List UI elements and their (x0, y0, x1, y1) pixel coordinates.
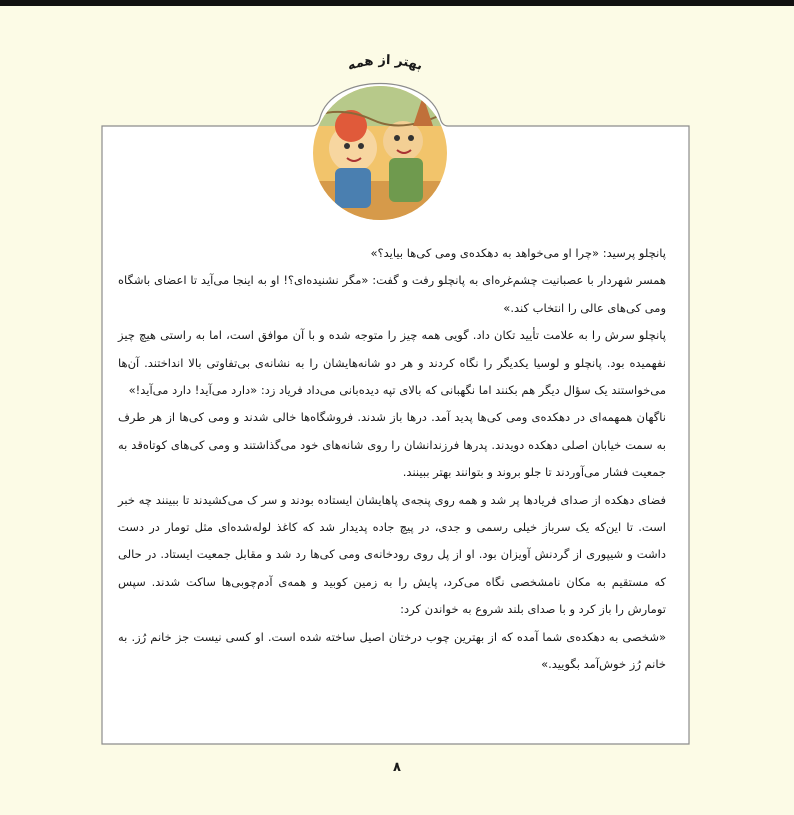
page-number: ۸ (393, 760, 401, 775)
chapter-title: بهتر از همه (345, 52, 425, 74)
paragraph: پانچلو سرش را به علامت تأیید تکان داد. گویی همه چیز را متوجه شده و با آن موافق است، اما به راستی هیچ چیز نفهمیده بود. پانچلو و لوسیا یکدیگر را نگاه کردند و هر دو شانه‌هایشان را به نشانه‌ی بی‌تفاوتی بالا انداختند. آن‌ها می‌خواستند یک سؤال دیگر هم بکنند اما نگهبانی که بالای تپه دیده‌بانی می‌داد فریاد زد: «دارد می‌آید! دارد می‌آید!» (118, 328, 666, 398)
story-text (118, 240, 666, 679)
story-illustration (313, 86, 447, 220)
cartoon-characters-illustration-icon (313, 86, 447, 220)
chapter-heading (300, 40, 470, 90)
paragraph: همسر شهردار با عصبانیت چشم‌غره‌ای به پانچلو رفت و گفت: «مگر نشنیده‌ای؟! او به اینجا می‌آید تا اعضای باشگاه ومی کی‌های عالی را انتخاب کند.» (118, 273, 666, 315)
paragraph: ناگهان همهمه‌ای در دهکده‌ی ومی کی‌ها پدید آمد. درها باز شدند. فروشگاه‌ها خالی شدند و ومی کی‌ها از هر طرف به سمت خیابان اصلی دهکده دویدند. پدرها فرزندانشان را روی شانه‌های خود می‌گذاشتند و ومی کی‌های کوتاه‌قد به جمعیت فشار می‌آوردند تا جلو بروند و بتوانند بهتر ببینند. (118, 410, 666, 480)
paragraph: «شخصی به دهکده‌ی شما آمده که از بهترین چوب درختان اصیل ساخته شده است. او کسی نیست جز خانم رُز. به خانم رُز خوش‌آمد بگویید.» (118, 629, 666, 672)
paragraph: فضای دهکده از صدای فریادها پر شد و همه روی پنجه‌ی پاهایشان ایستاده بودند و سر ک می‌کشیدند تا ببینند چه خبر است. تا این‌که یک سرباز خیلی رسمی و جدی، در پیچ جاده پدیدار شد که کاغذ لوله‌شده‌ای مثل تومار در دست داشت و شیپوری از گردنش آویزان بود. او از پل روی رودخانه‌ی ومی کی‌ها رد شد و مقابل جمعیت ایستاد. در حالی که مستقیم به مکان نامشخصی نگاه می‌کرد، پایش را به زمین کوبید و همه‌ی آدم‌چوبی‌ها ساکت شدند. سپس تومارش را باز کرد و با صدای بلند شروع به خواندن کرد: (118, 492, 666, 617)
paragraph: پانچلو پرسید: «چرا او می‌خواهد به دهکده‌ی ومی کی‌ها بیاید؟» (370, 246, 666, 260)
svg-text:بهتر از همه (346, 53, 425, 74)
